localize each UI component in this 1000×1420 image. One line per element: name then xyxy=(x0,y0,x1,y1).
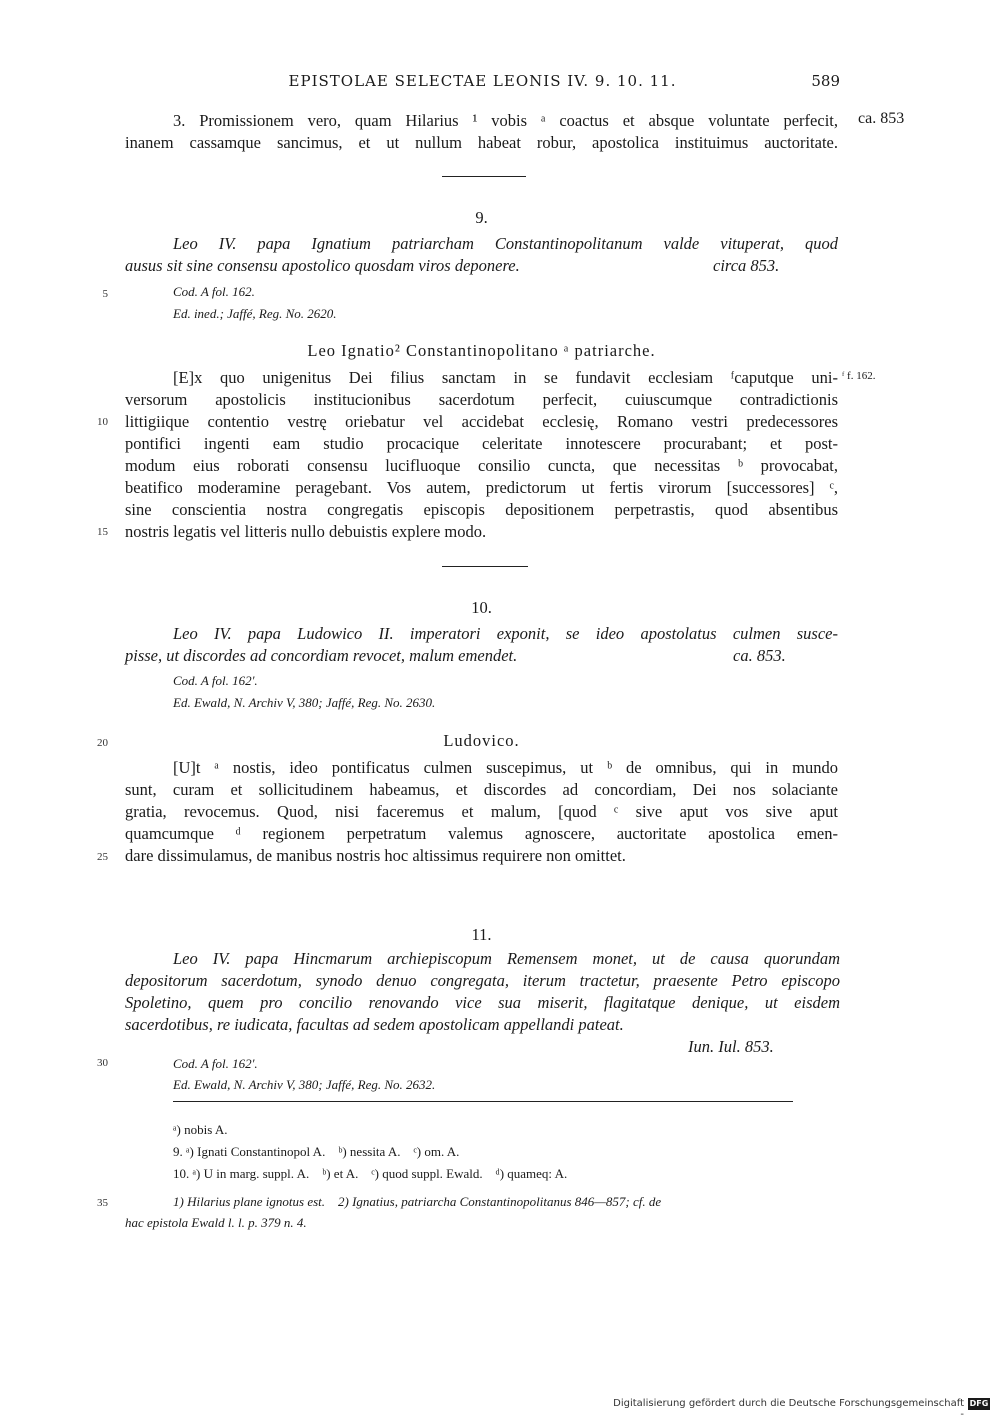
letter-9-body-4: pontifici ingenti eam studio procacique celeritate innotescere procurabant; et post- xyxy=(125,434,838,453)
letter-10-source-2: Ed. Ewald, N. Archiv V, 380; Jaffé, Reg. No. 2630. xyxy=(173,695,436,710)
letter-9-body-2: versorum apostolicis institucionibus sacerdotum perfecit, cuiuscumque contradictionis xyxy=(125,390,838,409)
apparatus-line-1: ᵃ) nobis A. xyxy=(173,1122,228,1137)
line-number: 25 xyxy=(97,851,108,863)
section-divider xyxy=(442,566,528,567)
letter-10-summary-1: Leo IV. papa Ludowico II. imperatori exponit, se ideo apostolatus culmen susce- xyxy=(173,624,838,643)
line-number: 5 xyxy=(102,288,108,300)
letter-11-number: 11. xyxy=(471,925,492,944)
letter-9-source-2: Ed. ined.; Jaffé, Reg. No. 2620. xyxy=(173,306,337,321)
letter-9-body-6: beatifico moderamine peragebant. Vos autem, predictorum ut fertis virorum [successores] ᶜ, xyxy=(125,478,838,497)
letter-10-body-1: [U]t ᵃ nostis, ideo pontificatus culmen suscepimus, ut ᵇ de omnibus, qui in mundo xyxy=(173,758,838,777)
letter-10-body-3: gratia, revocemus. Quod, nisi faceremus et malum, [quod ᶜ sive aput vos sive aput xyxy=(125,802,838,821)
funding-notice: Digitalisierung gefördert durch die Deutsche Forschungsgemeinschaft - xyxy=(613,1398,964,1420)
letter-9-body-7: sine conscientia nostra congregatis episcopis depositionem perpetrastis, quod absentibus xyxy=(125,500,838,519)
letter-9-summary-1: Leo IV. papa Ignatium patriarcham Constantinopolitanum valde vituperat, quod xyxy=(173,234,838,253)
letter-9-number: 9. xyxy=(475,208,488,227)
letter-10-number: 10. xyxy=(471,598,492,617)
margin-date: ca. 853 xyxy=(858,110,905,127)
line-number: 30 xyxy=(97,1057,108,1069)
page-number: 589 xyxy=(811,72,840,90)
letter-11-summary-1: Leo IV. papa Hincmarum archiepiscopum Remensem monet, ut de causa quorundam xyxy=(173,949,840,968)
line-number: 15 xyxy=(97,526,108,538)
letter-10-source-1: Cod. A fol. 162'. xyxy=(173,673,258,688)
prev-letter-line-1: 3. Promissionem vero, quam Hilarius ¹ vobis ᵃ coactus et absque voluntate perfecit, xyxy=(173,111,838,130)
letter-9-margin-ref: ᶠ f. 162. xyxy=(842,370,876,382)
section-divider xyxy=(442,176,526,177)
letter-11-source-1: Cod. A fol. 162'. xyxy=(173,1056,258,1071)
letter-10-body-2: sunt, curam et sollicitudinem habeamus, et discordes ad concordiam, Dei nos solaciante xyxy=(125,780,838,799)
letter-9-summary-2: ausus sit sine consensu apostolico quosdam viros deponere. xyxy=(125,256,520,275)
note-line-1: 1) Hilarius plane ignotus est. 2) Ignatius, patriarcha Constantinopolitanus 846—857; cf. de xyxy=(173,1194,662,1209)
note-line-2: hac epistola Ewald l. l. p. 379 n. 4. xyxy=(125,1215,307,1230)
letter-10-address: Ludovico. xyxy=(443,731,520,750)
letter-9-body-1: [E]x quo unigenitus Dei filius sanctam in se fundavit ecclesiam ᶠcaputque uni- xyxy=(173,368,838,387)
letter-9-address: Leo Ignatio² Constantinopolitano ᵃ patriarche. xyxy=(307,341,656,360)
line-number: 10 xyxy=(97,416,108,428)
apparatus-line-3: 10. ᵃ) U in marg. suppl. A. ᵇ) et A. ᶜ) quod suppl. Ewald. ᵈ) quameq: A. xyxy=(173,1166,568,1181)
letter-9-body-5: modum eius roborati consensu lucifluoque consilio cuncta, que necessitas ᵇ provocabat, xyxy=(125,456,838,475)
letter-11-summary-4: sacerdotibus, re iudicata, facultas ad sedem apostolicam appellandi pateat. xyxy=(125,1015,624,1034)
letter-11-source-2: Ed. Ewald, N. Archiv V, 380; Jaffé, Reg. No. 2632. xyxy=(173,1077,436,1092)
apparatus-line-2: 9. ᵃ) Ignati Constantinopol A. ᵇ) nessita A. ᶜ) om. A. xyxy=(173,1144,460,1159)
line-number: 35 xyxy=(97,1197,108,1209)
letter-10-summary-2: pisse, ut discordes ad concordiam revocet, malum emendet. xyxy=(125,646,518,665)
letter-11-summary-3: Spoletino, quem pro concilio renovando vice sua miserit, flagitatque denique, ut eisdem xyxy=(125,993,840,1012)
line-number: 20 xyxy=(97,737,108,749)
running-title: EPISTOLAE SELECTAE LEONIS IV. 9. 10. 11. xyxy=(288,72,677,90)
letter-10-body-4: quamcumque ᵈ regionem perpetratum valemus agnoscere, auctoritate apostolica emen- xyxy=(125,824,838,843)
letter-9-date: circa 853. xyxy=(713,256,780,275)
letter-9-body-3: littigiique contentio vestrę oriebatur vel accidebat ecclesię, Romano vestri predecessores xyxy=(125,412,838,431)
letter-9-source-1: Cod. A fol. 162. xyxy=(173,284,255,299)
dfg-logo: DFG xyxy=(969,1399,989,1408)
letter-11-summary-2: depositorum sacerdotum, synodo denuo congregata, iterum tractetur, praesente Petro episcopo xyxy=(125,971,840,990)
letter-10-body-5: dare dissimulamus, de manibus nostris hoc altissimus requirere non omittet. xyxy=(125,846,626,865)
letter-11-date: Iun. Iul. 853. xyxy=(688,1037,774,1056)
prev-letter-line-2: inanem cassamque sancimus, et ut nullum habeat robur, apostolica instituimus auctoritate. xyxy=(125,133,838,152)
letter-9-body-8: nostris legatis vel litteris nullo debuistis explere modo. xyxy=(125,522,487,541)
letter-10-date: ca. 853. xyxy=(733,646,786,665)
apparatus-rule xyxy=(173,1101,793,1102)
